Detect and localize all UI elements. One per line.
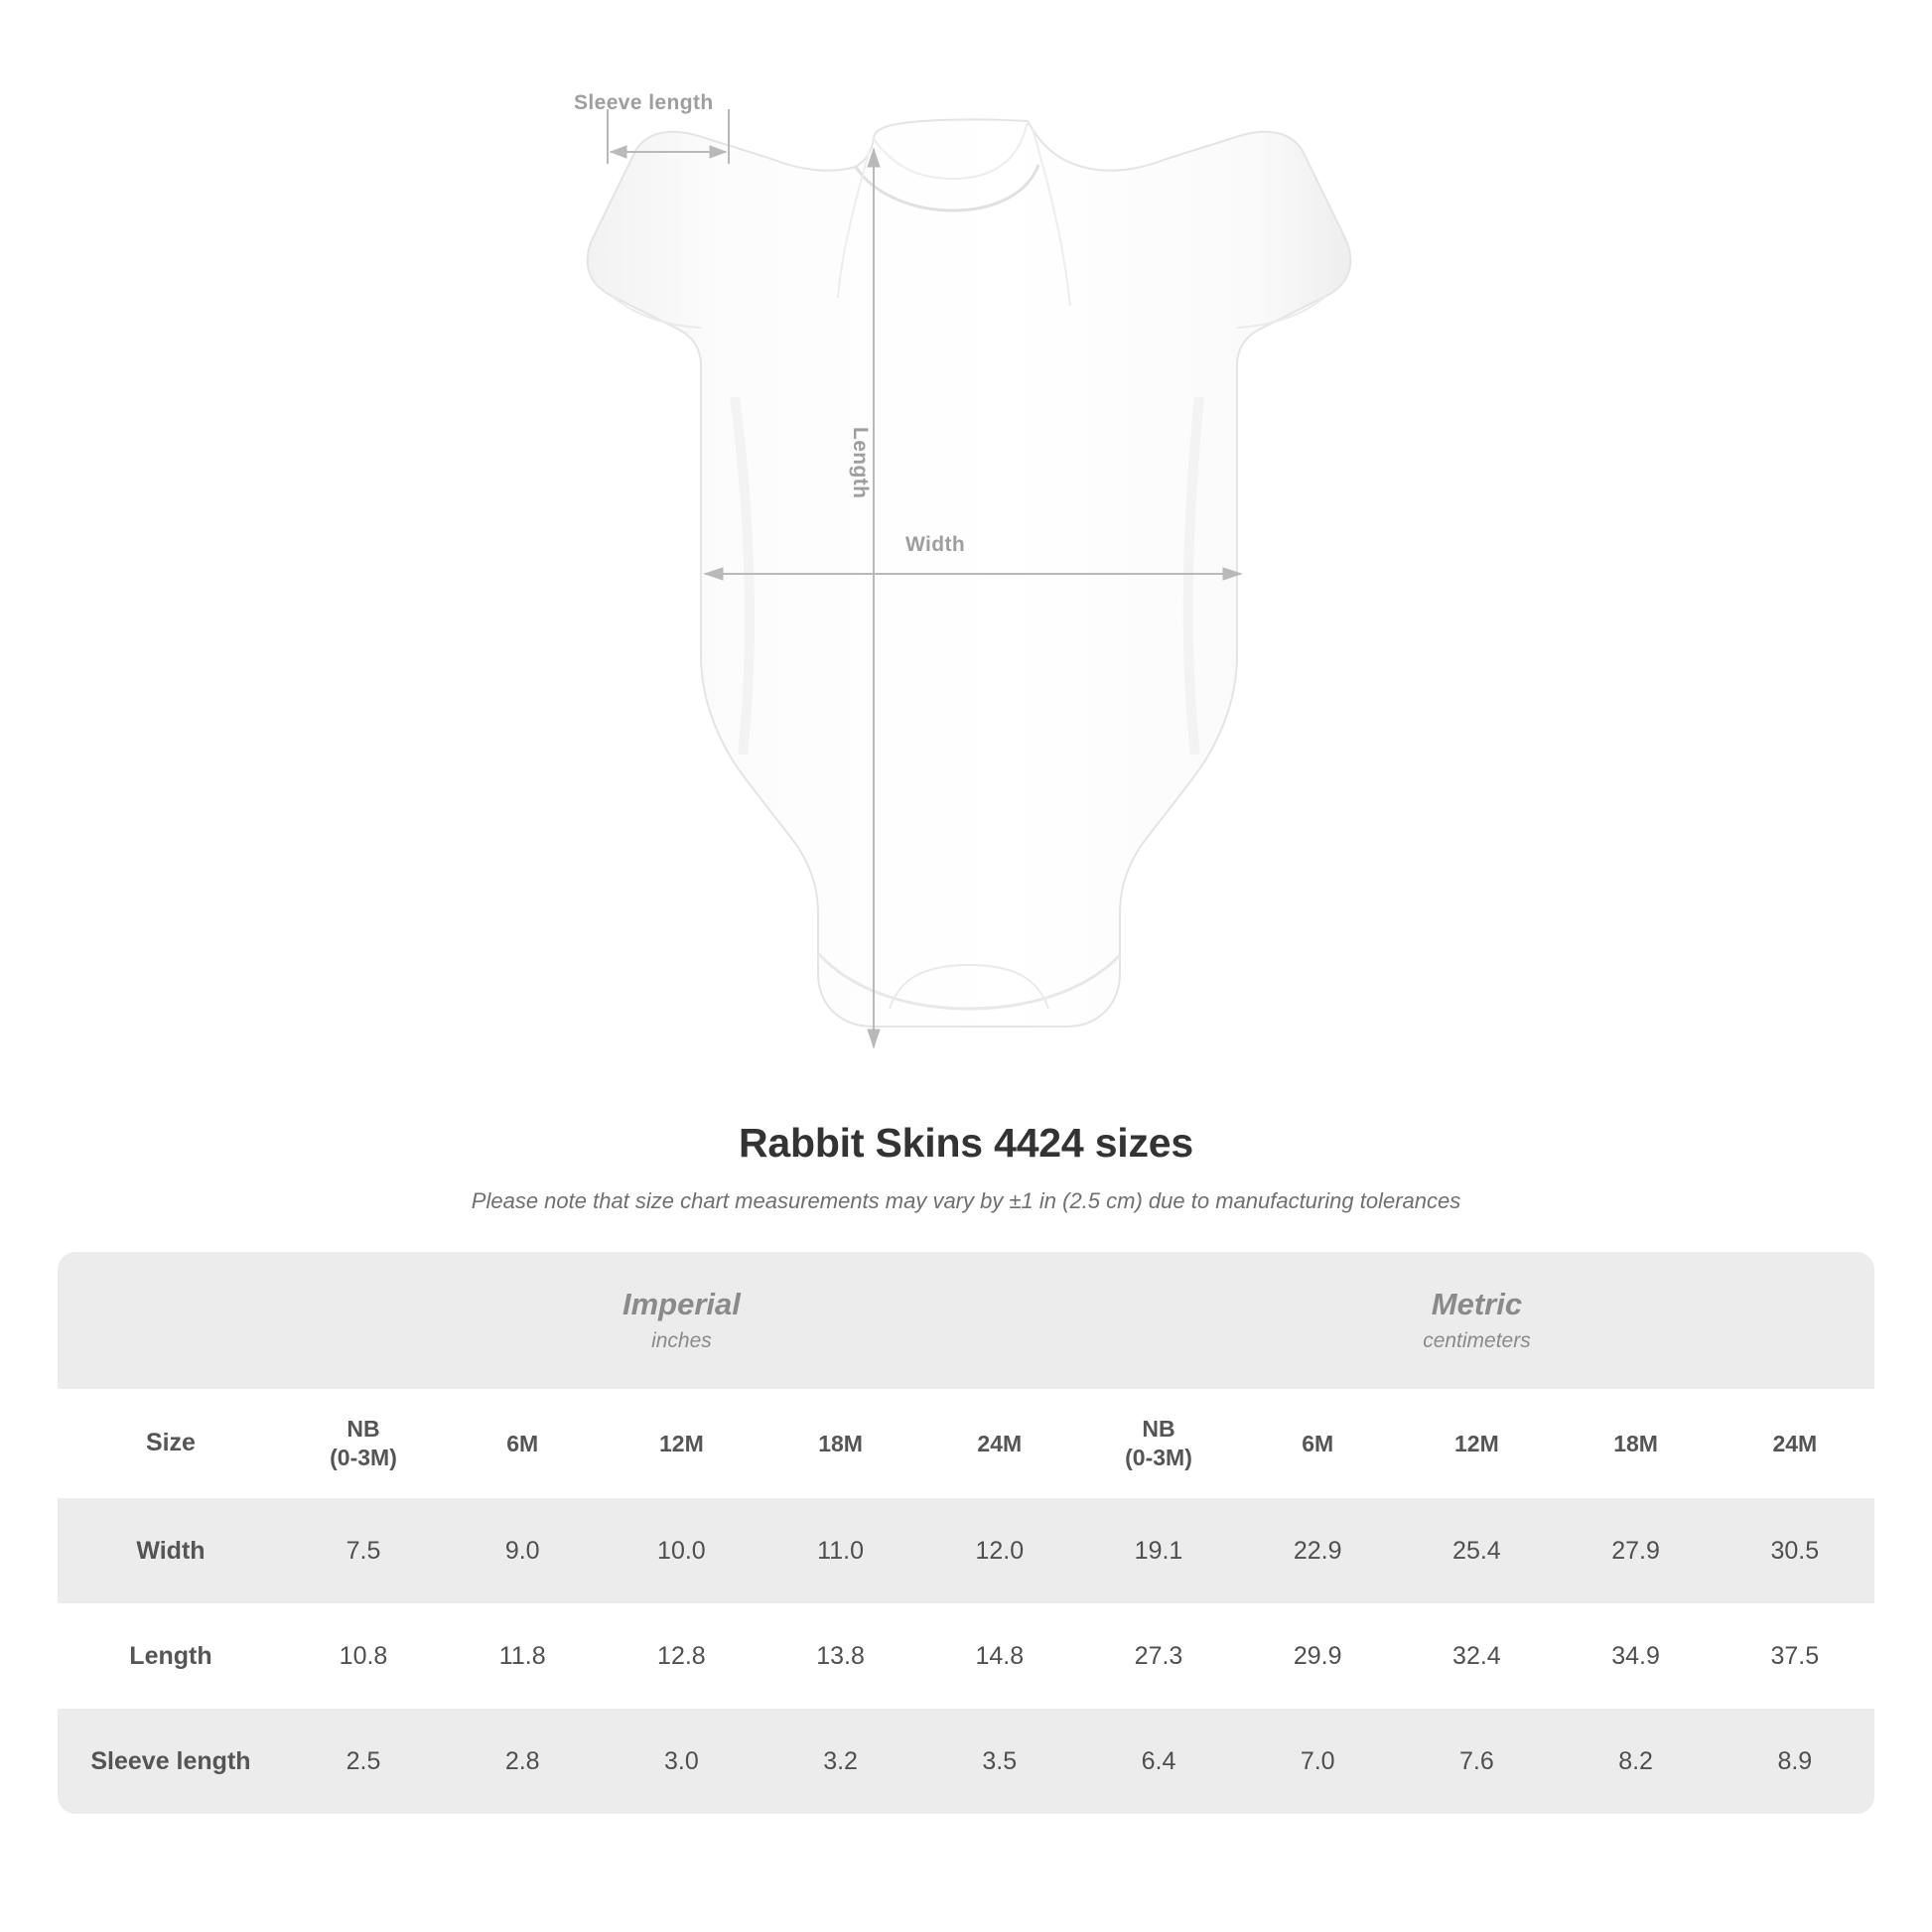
table-row (58, 1603, 1874, 1709)
cell-length-3: 13.8 (760, 1603, 919, 1709)
cell-length-6: 29.9 (1238, 1603, 1397, 1709)
cell-sleeve-8: 8.2 (1556, 1709, 1715, 1814)
cell-length-0: 10.8 (284, 1603, 443, 1709)
unit-group-metric (1079, 1252, 1874, 1389)
unit-metric-name: Metric (1431, 1286, 1523, 1321)
unit-metric-sub: centimeters (1423, 1329, 1531, 1353)
label-sleeve-length: Sleeve length (574, 91, 714, 114)
cell-length-2: 12.8 (602, 1603, 760, 1709)
cell-sleeve-4: 3.5 (920, 1709, 1079, 1814)
header-col-5-line1: NB (1142, 1416, 1175, 1443)
cell-width-0: 7.5 (284, 1498, 443, 1603)
cell-length-9: 37.5 (1716, 1603, 1874, 1709)
cell-sleeve-2: 3.0 (602, 1709, 760, 1814)
header-col-3: 18M (760, 1389, 919, 1498)
cell-sleeve-1: 2.8 (443, 1709, 602, 1814)
cell-width-4: 12.0 (920, 1498, 1079, 1603)
header-col-1: 6M (443, 1389, 602, 1498)
cell-sleeve-6: 7.0 (1238, 1709, 1397, 1814)
row-label-width: Width (58, 1498, 284, 1603)
unit-header-row (58, 1252, 1874, 1389)
header-col-6: 6M (1238, 1389, 1397, 1498)
header-col-4: 24M (920, 1389, 1079, 1498)
title-block (0, 1120, 1932, 1214)
header-col-9: 24M (1716, 1389, 1874, 1498)
cell-width-2: 10.0 (602, 1498, 760, 1603)
label-width: Width (905, 533, 966, 556)
cell-sleeve-5: 6.4 (1079, 1709, 1238, 1814)
header-col-0 (284, 1389, 443, 1498)
cell-length-7: 32.4 (1397, 1603, 1556, 1709)
table-corner (58, 1252, 284, 1389)
cell-length-5: 27.3 (1079, 1603, 1238, 1709)
cell-length-1: 11.8 (443, 1603, 602, 1709)
header-col-0-line2: (0-3M) (330, 1445, 397, 1470)
header-col-0-line1: NB (346, 1416, 380, 1443)
cell-width-7: 25.4 (1397, 1498, 1556, 1603)
cell-width-9: 30.5 (1716, 1498, 1874, 1603)
header-col-8: 18M (1556, 1389, 1715, 1498)
header-col-5 (1079, 1389, 1238, 1498)
cell-sleeve-9: 8.9 (1716, 1709, 1874, 1814)
unit-imperial-name: Imperial (621, 1286, 741, 1321)
cell-width-1: 9.0 (443, 1498, 602, 1603)
page-title: Rabbit Skins 4424 sizes (738, 1120, 1193, 1166)
tolerance-note: Please note that size chart measurements may vary by ±1 in (2.5 cm) due to manufacturing tolerances (471, 1188, 1461, 1213)
unit-group-imperial (284, 1252, 1079, 1389)
cell-width-6: 22.9 (1238, 1498, 1397, 1603)
cell-sleeve-0: 2.5 (284, 1709, 443, 1814)
header-col-5-line2: (0-3M) (1125, 1445, 1192, 1470)
cell-sleeve-7: 7.6 (1397, 1709, 1556, 1814)
cell-length-4: 14.8 (920, 1603, 1079, 1709)
row-label-sleeve-length: Sleeve length (58, 1709, 284, 1814)
cell-width-3: 11.0 (760, 1498, 919, 1603)
row-label-length: Length (58, 1603, 284, 1709)
cell-sleeve-3: 3.2 (760, 1709, 919, 1814)
cell-width-5: 19.1 (1079, 1498, 1238, 1603)
size-table-wrapper (58, 1252, 1874, 1814)
size-table (58, 1252, 1874, 1814)
cell-width-8: 27.9 (1556, 1498, 1715, 1603)
table-row (58, 1498, 1874, 1603)
header-col-7: 12M (1397, 1389, 1556, 1498)
header-size: Size (58, 1389, 284, 1498)
cell-length-8: 34.9 (1556, 1603, 1715, 1709)
table-row (58, 1709, 1874, 1814)
header-col-2: 12M (602, 1389, 760, 1498)
column-header-row (58, 1389, 1874, 1498)
label-length: Length (849, 427, 872, 499)
unit-imperial-sub: inches (651, 1329, 712, 1353)
